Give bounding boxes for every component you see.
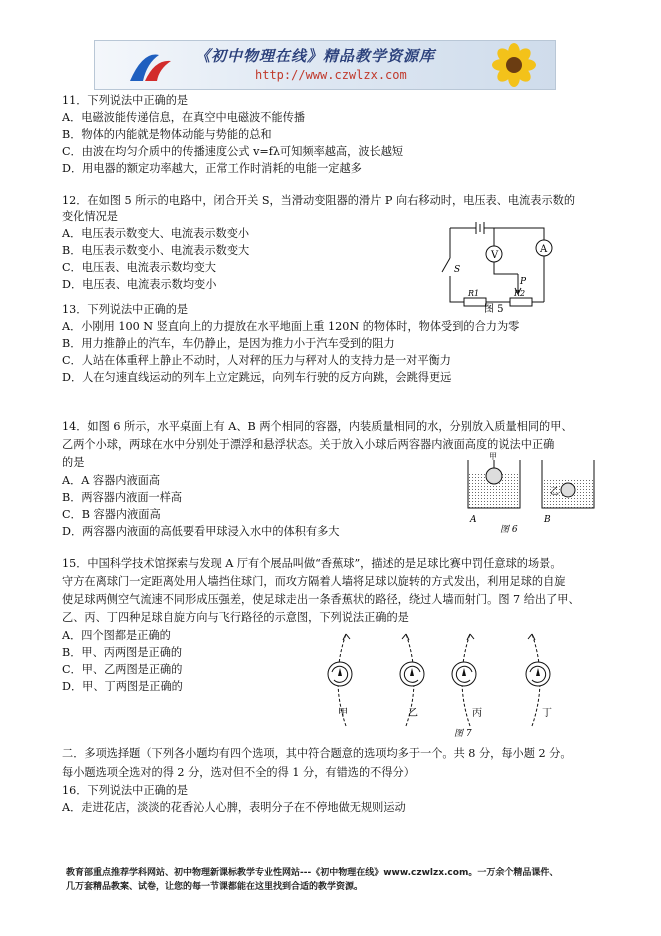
question-line: A．小刚用 100 N 竖直向上的力提放在水平地面上重 120N 的物体时，物体受到的合力为零: [62, 320, 520, 333]
question-line: 每小题选项全选对的得 2 分，选对但不全的得 1 分，有错选的不得分）: [62, 766, 415, 779]
question-line: C．甲、乙两图是正确的: [62, 663, 183, 676]
question-line: 使足球两侧空气流速不同形成压强差，使足球走出一条香蕉状的路径，绕过人墙而射门。图 7 给出了甲、: [62, 593, 580, 606]
fig7-label-jia: 甲: [338, 708, 348, 719]
question-line: D．甲、丁两图是正确的: [62, 680, 183, 693]
question-line: 变化情况是: [62, 210, 118, 223]
question-line: C．B 容器内液面高: [62, 508, 161, 521]
question-line: 11．下列说法中正确的是: [62, 94, 189, 107]
figure-5-circuit: [432, 214, 562, 314]
ball-yi-icon: [561, 483, 575, 497]
question-line: 13．下列说法中正确的是: [62, 303, 189, 316]
question-line: A．A 容器内液面高: [62, 474, 161, 487]
question-line: A．电压表示数变大、电流表示数变小: [62, 227, 250, 240]
site-logo-icon: [125, 47, 175, 85]
question-line: 的是: [62, 456, 85, 469]
ball-jia-icon: [486, 468, 502, 484]
question-line: 乙两个小球，两球在水中分别处于漂浮和悬浮状态。关于放入小球后两容器内液面高度的说法中正确: [62, 438, 555, 451]
figure-6-containers: [456, 452, 606, 534]
question-line: B．电压表示数变小、电流表示数变大: [62, 244, 250, 257]
question-line: B．两容器内液面一样高: [62, 491, 183, 504]
fig7-label-ding: 丁: [542, 708, 552, 719]
question-line: C．人站在体重秤上静止不动时，人对秤的压力与秤对人的支持力是一对平衡力: [62, 354, 451, 367]
fig5-caption: 图 5: [484, 304, 504, 314]
fig6-caption: 图 6: [500, 525, 518, 534]
question-line: D．两容器内液面的高低要看甲球浸入水中的体积有多大: [62, 525, 340, 538]
fig6-jia-label: 甲: [489, 452, 497, 461]
header-banner: [94, 40, 556, 90]
fig7-label-bing: 丙: [472, 708, 482, 719]
figure-7-banana-ball: [320, 630, 580, 742]
fig6-a-label: A: [470, 515, 477, 525]
question-line: 二．多项选择题（下列各小题均有四个选项，其中符合题意的选项均多于一个。共 8 分，每小题 2 分。: [62, 747, 572, 760]
fig5-r2-label: R2: [514, 289, 526, 298]
sunflower-icon: [479, 43, 549, 87]
fig5-a-label: A: [540, 244, 548, 255]
banner-title: 《初中物理在线》精品教学资源库: [195, 47, 436, 65]
question-line: B．物体的内能就是物体动能与势能的总和: [62, 128, 272, 141]
question-line: 乙、丙、丁四种足球自旋方向与飞行路径的示意图，下列说法正确的是: [62, 611, 409, 624]
fig7-label-yi: 乙: [408, 708, 418, 719]
question-line: A．四个图都是正确的: [62, 629, 171, 642]
question-line: A．走进花店，淡淡的花香沁人心脾，表明分子在不停地做无规则运动: [62, 801, 406, 814]
question-line: D．用电器的额定功率越大，正常工作时消耗的电能一定越多: [62, 162, 362, 175]
question-line: A．电磁波能传递信息，在真空中电磁波不能传播: [62, 111, 306, 124]
question-line: 14．如图 6 所示，水平桌面上有 A、B 两个相同的容器，内装质量相同的水，分别放入质量相同的甲、: [62, 420, 573, 433]
footer-line-2: 几万套精品教案、试卷，让您的每一节课都能在这里找到合适的教学资源。: [66, 882, 364, 892]
question-line: 16．下列说法中正确的是: [62, 784, 189, 797]
question-line: D．人在匀速直线运动的列车上立定跳远，向列车行驶的反方向跳，会跳得更远: [62, 371, 452, 384]
question-line: 12．在如图 5 所示的电路中，闭合开关 S，当滑动变阻器的滑片 P 向右移动时，电压表、电流表示数的: [62, 194, 576, 207]
question-line: C．由波在均匀介质中的传播速度公式 v=fλ可知频率越高，波长越短: [62, 145, 404, 158]
fig7-caption: 图 7: [454, 729, 472, 739]
fig5-s-label: S: [454, 265, 461, 275]
question-line: C．电压表、电流表示数均变大: [62, 261, 216, 274]
question-line: B．甲、丙两图是正确的: [62, 646, 183, 659]
question-line: D．电压表、电流表示数均变小: [62, 278, 217, 291]
question-line: 15．中国科学技术馆探索与发现 A 厅有个展品叫做“香蕉球”，描述的是足球比赛中罚任意球的场景。: [62, 557, 562, 570]
banner-url[interactable]: http://www.czwlzx.com: [255, 68, 407, 82]
question-line: 守方在离球门一定距离处用人墙挡住球门，而攻方隔着人墙将足球以旋转的方式发出，利用足球的自旋: [62, 575, 566, 588]
fig6-b-label: B: [544, 515, 551, 525]
footer-line-1: 教育部重点推荐学科网站、初中物理新课标教学专业性网站---《初中物理在线》www.czwlzx.com。一万余个精品课件、: [66, 868, 559, 878]
fig5-p-label: P: [520, 277, 527, 287]
fig5-v-label: V: [491, 250, 499, 261]
fig6-yi-label: 乙: [550, 487, 560, 497]
fig5-r1-label: R1: [468, 289, 480, 298]
question-line: B．用力推静止的汽车，车仍静止，是因为推力小于汽车受到的阻力: [62, 337, 395, 350]
